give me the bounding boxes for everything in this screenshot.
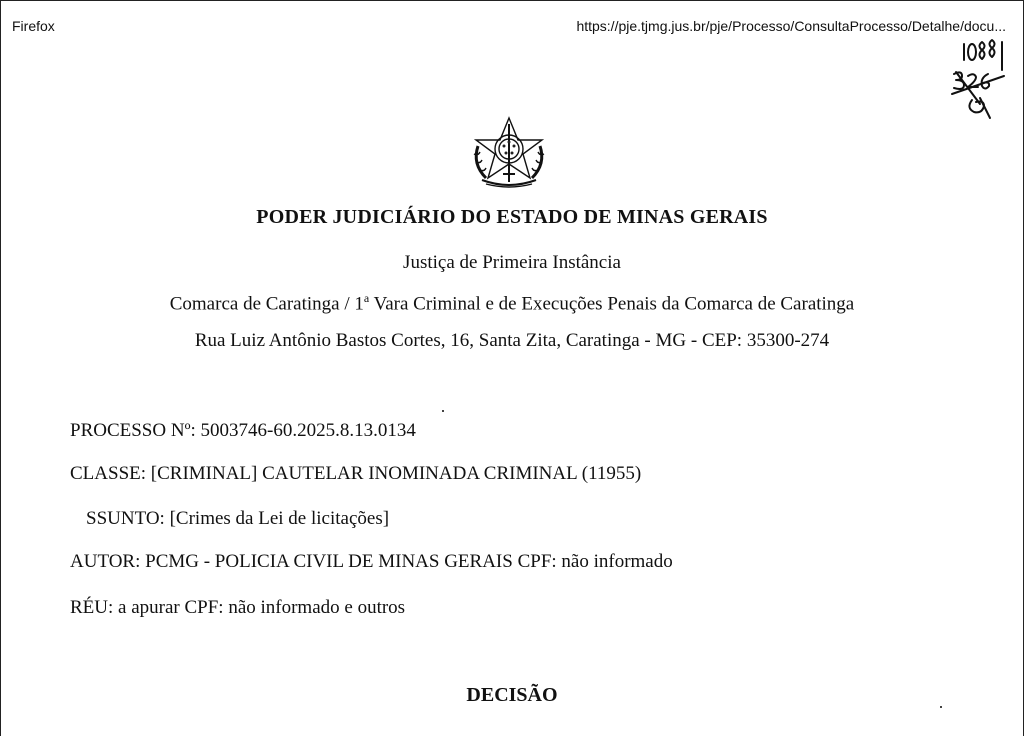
scan-speck [442,410,444,412]
coat-of-arms-icon [466,116,552,190]
browser-name: Firefox [12,18,55,34]
court-name: PODER JUDICIÁRIO DO ESTADO DE MINAS GERAIS [256,206,768,228]
classe-field: CLASSE: [CRIMINAL] CAUTELAR INOMINADA CRIMINAL (11955) [70,463,642,484]
assunto-field: SSUNTO: [Crimes da Lei de licitações] [86,508,390,529]
handwritten-page-number [950,34,1010,122]
comarca-prefix: Comarca de Caratinga / 1 [169,293,364,315]
document-url: https://pje.tjmg.jus.br/pje/Processo/ConsultaProcesso/Detalhe/docu... [576,18,1006,34]
court-instance: Justiça de Primeira Instância [403,252,621,273]
section-title: DECISÃO [466,684,558,706]
processo-field: PROCESSO Nº: 5003746-60.2025.8.13.0134 [70,420,416,441]
comarca-suffix: Vara Criminal e de Execuções Penais da Comarca de Caratinga [369,293,855,315]
court-address: Rua Luiz Antônio Bastos Cortes, 16, Santa Zita, Caratinga - MG - CEP: 35300-274 [194,330,830,351]
autor-field: AUTOR: PCMG - POLICIA CIVIL DE MINAS GERAIS CPF: não informado [70,551,673,572]
reu-field: RÉU: a apurar CPF: não informado e outros [70,597,406,618]
scan-speck [940,706,942,708]
court-comarca [0,291,1024,315]
comarca-ordinal: a [363,291,370,305]
